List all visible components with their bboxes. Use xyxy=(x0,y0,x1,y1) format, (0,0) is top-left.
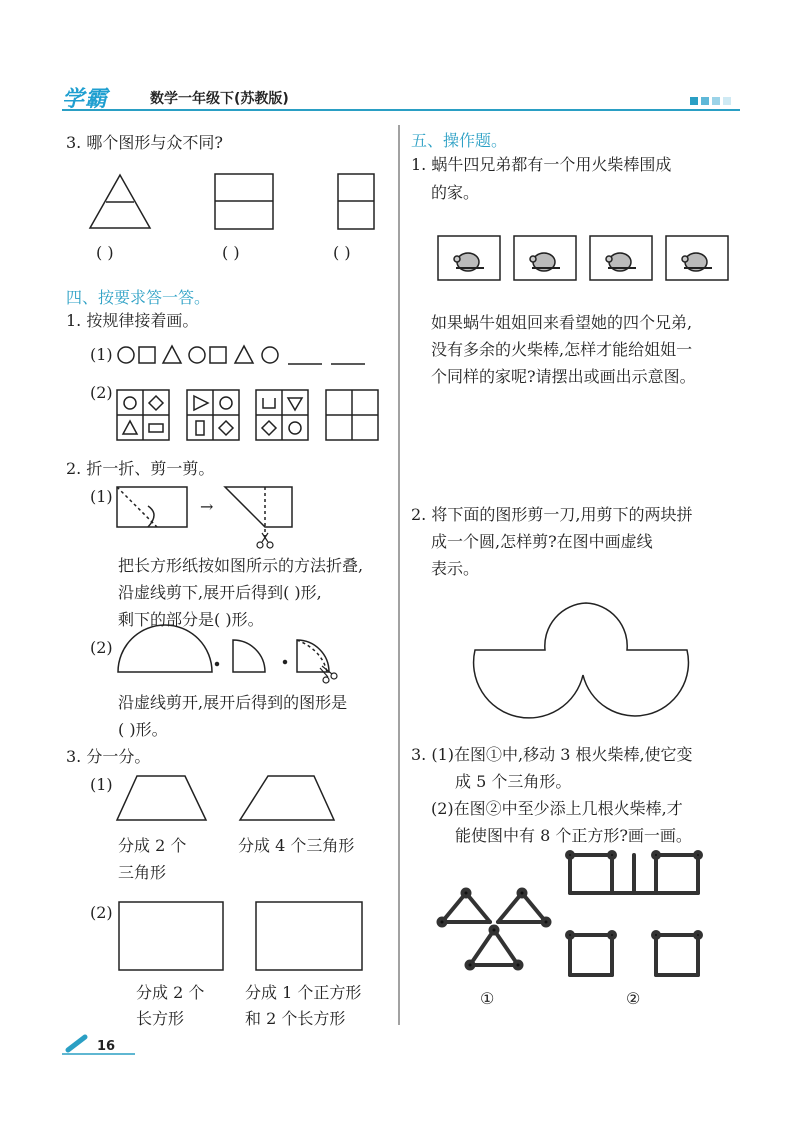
q1-title: 1. 按规律接着画。 xyxy=(66,311,199,330)
r-q3-line2: 成 5 个三角形。 xyxy=(455,772,572,791)
grid-3 xyxy=(256,390,308,440)
triangle-shape xyxy=(235,346,253,363)
q2-part1-text-1: 把长方形纸按如图所示的方法折叠, xyxy=(118,556,364,575)
r-q3-line4: 能使图中有 8 个正方形?画一画。 xyxy=(455,826,692,845)
trapezoid-2 xyxy=(240,776,334,820)
header-square xyxy=(712,97,720,105)
q1-part1-label: (1) xyxy=(90,345,113,364)
q2-part1-label: (1) xyxy=(90,487,113,506)
header-square xyxy=(690,97,698,105)
section-4-title: 四、按要求答一答。 xyxy=(66,288,211,307)
circle-shape xyxy=(118,347,134,363)
r-q1-body3: 个同样的家呢?请摆出或画出示意图。 xyxy=(431,367,696,386)
answer-blank-1[interactable]: ( ) xyxy=(96,243,114,262)
q2-part2-text-2: ( )形。 xyxy=(118,720,168,739)
cut-line xyxy=(297,640,327,672)
figure-2-label: ② xyxy=(626,989,641,1008)
caption-2: 分成 4 个三角形 xyxy=(238,836,355,855)
caption-4-line2: 和 2 个长方形 xyxy=(245,1009,346,1028)
r-q1-line1: 1. 蜗牛四兄弟都有一个用火柴棒围成 xyxy=(411,155,672,174)
square-shape xyxy=(210,347,226,363)
answer-blank-2[interactable]: ( ) xyxy=(222,243,240,262)
brand-logo: 学霸 xyxy=(62,87,109,112)
caption-1-line2: 三角形 xyxy=(118,863,167,882)
fold-line xyxy=(117,487,157,527)
matchstick-figure-1 xyxy=(439,890,550,969)
header-square xyxy=(701,97,709,105)
circle-shape xyxy=(262,347,278,363)
book-title: 数学一年级下(苏教版) xyxy=(150,91,289,107)
r-q2-line1: 2. 将下面的图形剪一刀,用剪下的两块拼 xyxy=(411,505,693,524)
fold-arrow xyxy=(148,506,154,527)
r-q3-line3: (2)在图②中至少添上几根火柴棒,才 xyxy=(431,799,683,818)
grid-1 xyxy=(117,390,169,440)
q2-title: 2. 折一折、剪一剪。 xyxy=(66,459,215,478)
rectangle-1 xyxy=(119,902,223,970)
circle-shape xyxy=(189,347,205,363)
r-q3-line1: 3. (1)在图①中,移动 3 根火柴棒,使它变 xyxy=(411,745,693,764)
figure-1-label: ① xyxy=(480,989,495,1008)
caption-1-line1: 分成 2 个 xyxy=(118,836,187,855)
snail-houses xyxy=(438,236,728,280)
q3b-title: 3. 分一分。 xyxy=(66,747,151,766)
q3a-title: 3. 哪个图形与众不同? xyxy=(66,133,223,152)
arrow-icon: → xyxy=(200,497,214,516)
section-5-title: 五、操作题。 xyxy=(411,131,508,150)
answer-blank-3[interactable]: ( ) xyxy=(333,243,351,262)
trapezoid-1 xyxy=(117,776,206,820)
caption-3-line1: 分成 2 个 xyxy=(136,983,205,1002)
r-q2-line3: 表示。 xyxy=(431,559,480,578)
q3b-part2-label: (2) xyxy=(90,903,113,922)
grid-4-empty xyxy=(326,390,378,440)
q1-part2-label: (2) xyxy=(90,383,113,402)
r-q1-body2: 没有多余的火柴棒,怎样才能给姐姐一 xyxy=(431,340,693,359)
header-square xyxy=(723,97,731,105)
caption-3-line2: 长方形 xyxy=(136,1009,185,1028)
snail-house-4 xyxy=(666,236,728,280)
q3b-part1-label: (1) xyxy=(90,775,113,794)
grid-2 xyxy=(187,390,239,440)
pencil-icon xyxy=(68,1037,85,1050)
matchstick-figure-2 xyxy=(567,852,701,975)
page-number: 16 xyxy=(97,1039,116,1054)
square-shape xyxy=(139,347,155,363)
caption-4-line1: 分成 1 个正方形 xyxy=(245,983,362,1002)
folded-paper xyxy=(225,487,292,527)
cut-shape-figure xyxy=(474,603,689,718)
rectangle-2 xyxy=(256,902,362,970)
snail-house-3 xyxy=(590,236,652,280)
snail-house-1 xyxy=(438,236,500,280)
triangle-with-line xyxy=(90,175,150,228)
q2-part1-text-3: 剩下的部分是( )形。 xyxy=(118,610,264,629)
r-q1-line2: 的家。 xyxy=(431,183,480,202)
q2-part1-text-2: 沿虚线剪下,展开后得到( )形, xyxy=(118,583,322,602)
rectangle-with-line xyxy=(215,174,273,229)
r-q1-body1: 如果蜗牛姐姐回来看望她的四个兄弟, xyxy=(431,313,693,332)
quarter-circle xyxy=(233,640,265,672)
r-q2-line2: 成一个圆,怎样剪?在图中画虚线 xyxy=(431,532,653,551)
triangle-shape xyxy=(163,346,181,363)
snail-house-2 xyxy=(514,236,576,280)
q2-part2-label: (2) xyxy=(90,638,113,657)
q2-part2-text-1: 沿虚线剪开,展开后得到的图形是 xyxy=(118,693,348,712)
pattern-sequence xyxy=(118,346,365,364)
square-with-line xyxy=(338,174,374,229)
